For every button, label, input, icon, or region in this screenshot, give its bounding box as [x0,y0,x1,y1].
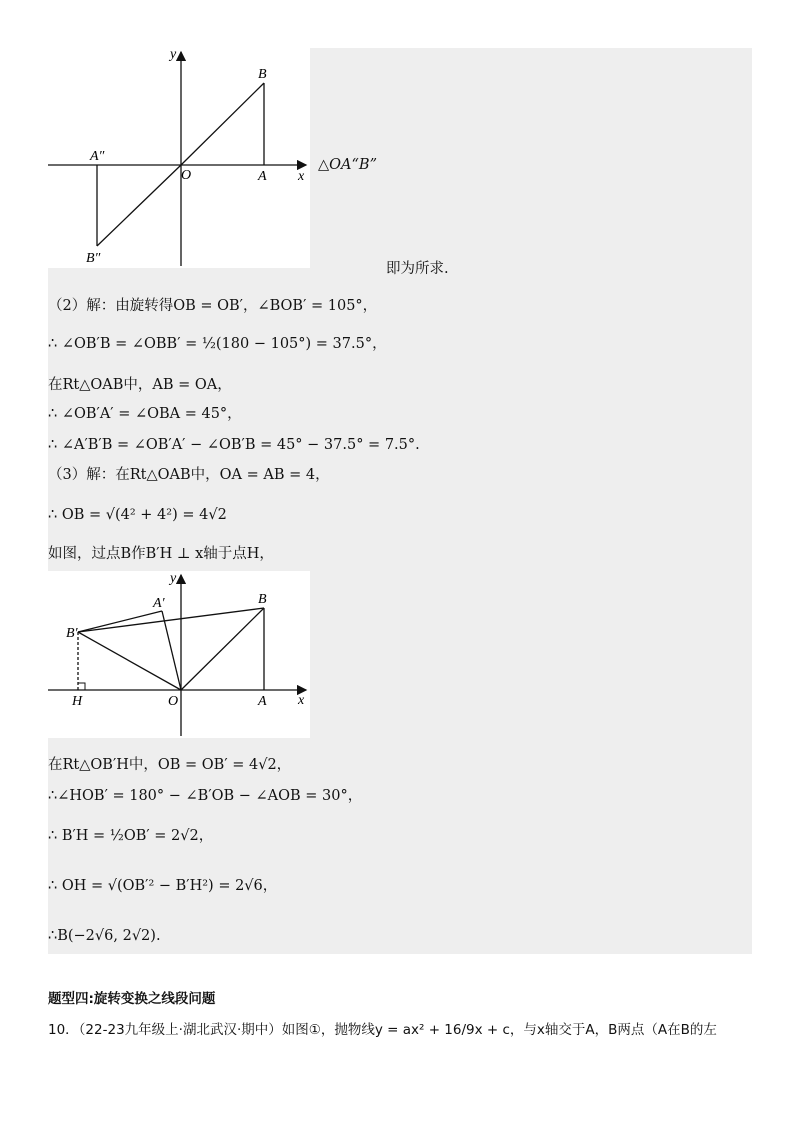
label-A-prime: A′ [153,596,165,611]
label-B-double-prime: B″ [86,251,101,266]
solution-3-line-1: （3）解：在Rt△OAB中，OA = AB = 4， [48,467,330,483]
solution-2-line-5: ∴ ∠A′B′B = ∠OB′A′ − ∠OB′B = 45° − 37.5° = 7.5°. [48,437,420,453]
solution-2-line-1: （2）解：由旋转得OB = OB′，∠BOB′ = 105°， [48,298,378,314]
solution-3-line-6: ∴ B′H = ½OB′ = 2√2， [48,828,214,844]
segment-OA1 [162,611,181,690]
solution-2-line-3: 在Rt△OAB中，AB = OA， [48,377,232,393]
segment-B1B [78,608,264,632]
label-A: A [258,169,267,184]
label-B-prime: B′ [66,626,78,641]
question-10: 10．（22-23九年级上·湖北武汉·期中）如图①，抛物线y = ax² + 16/9x + c，与x轴交于A，B两点（A在B的左 [48,1022,717,1038]
label-A: A [258,694,267,709]
label-y: y [170,571,177,586]
segment-OB2 [97,165,181,246]
figure-2-svg [48,571,310,738]
solution-3-line-8: ∴B(−2√6, 2√2). [48,928,161,944]
solution-2-line-2: ∴ ∠OB′B = ∠OBB′ = ½(180 − 105°) = 37.5°， [48,336,387,352]
solution-3-line-3: 如图，过点B作B′H ⊥ x轴于点H， [48,546,274,562]
label-B: B [258,67,267,82]
figure-1-side-label: △OA“B” [318,157,377,173]
segment-OB [181,608,264,690]
figure-1 [48,48,310,268]
label-y: y [170,48,177,62]
label-x: x [298,169,305,184]
figure-1-svg [48,48,310,268]
label-H: H [72,694,83,709]
solution-3-line-5: ∴∠HOB′ = 180° − ∠B′OB − ∠AOB = 30°， [48,788,363,804]
segment-OB1 [78,632,181,690]
figure-2 [48,571,310,738]
section-heading: 题型四:旋转变换之线段问题 [48,991,216,1007]
segment-OB [181,83,264,165]
solution-3-line-4: 在Rt△OB′H中，OB = OB′ = 4√2， [48,757,292,773]
label-x: x [298,693,305,708]
label-A-double-prime: A″ [90,149,105,164]
right-angle-mark [78,683,85,690]
solution-3-line-2: ∴ OB = √(4² + 4²) = 4√2 [48,507,227,523]
label-B: B [258,592,267,607]
label-O: O [168,694,179,709]
solution-2-line-4: ∴ ∠OB′A′ = ∠OBA = 45°， [48,406,242,422]
label-O: O [181,168,192,183]
figure-1-caption: 即为所求. [386,261,449,277]
solution-3-line-7: ∴ OH = √(OB′² − B′H²) = 2√6， [48,878,278,894]
segment-A1B1 [78,611,162,632]
